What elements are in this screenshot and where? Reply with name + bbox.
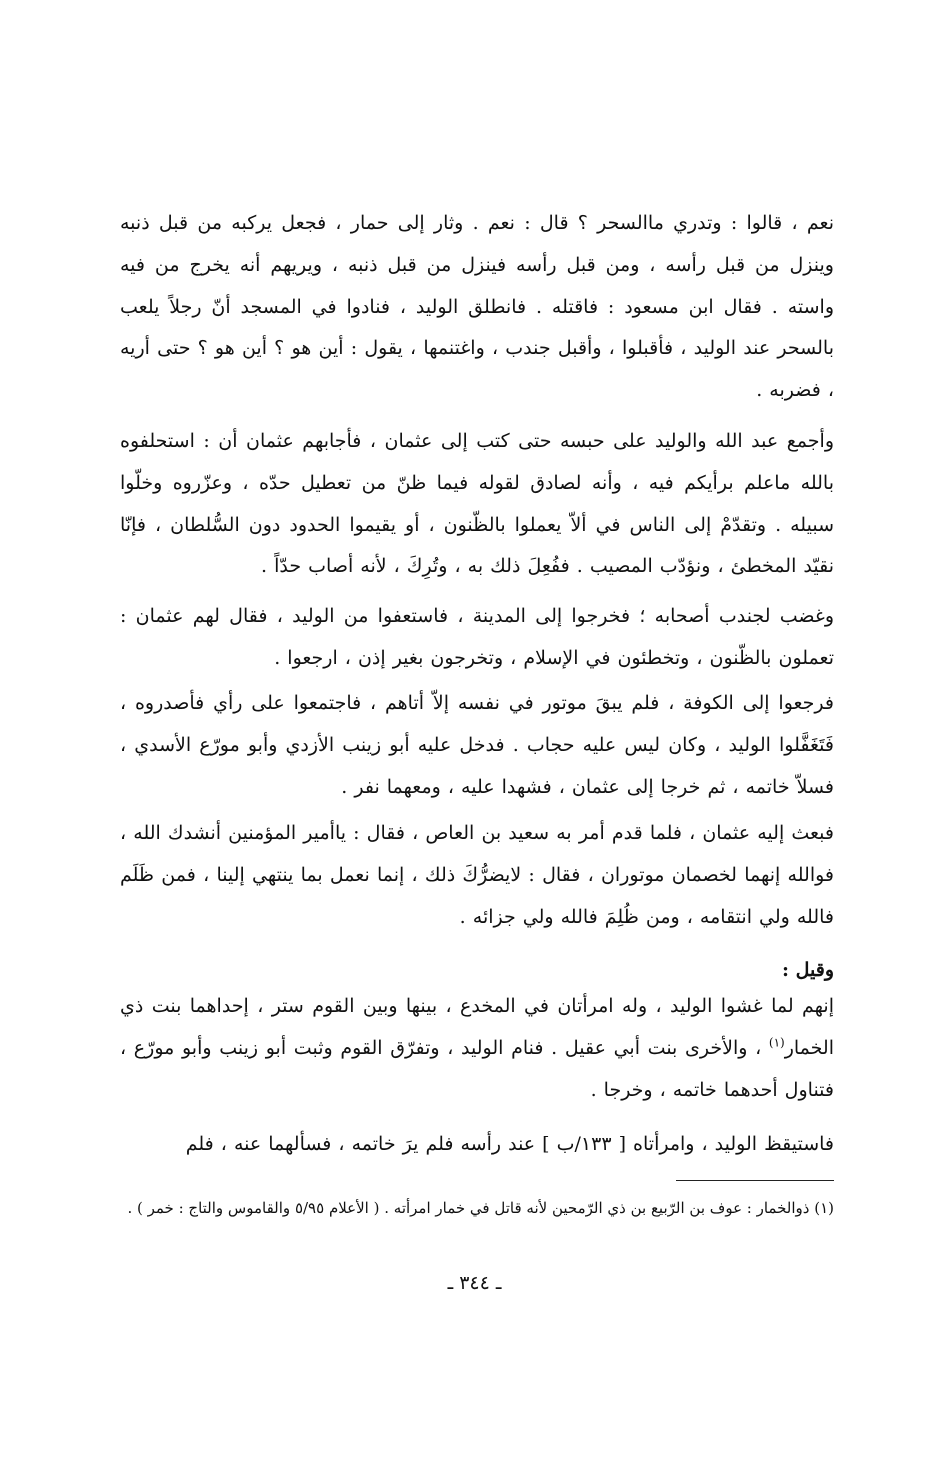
paragraph-5-text: فبعث إليه عثمان ، فلما قدم أمر به سعيد بن العاص ، فقال : ياأمير المؤمنين أنشدك الله ، فوالله إنهما لخصمان موتوران ، فقال : لايضرُّكَ ذلك ، إنما نعمل بما ينتهي إلينا ، فمن ظَلَم فالله ولي انتقامه ، ومن ظُلِمَ فالله ولي جزائه . (120, 822, 834, 928)
paragraph-5 (120, 813, 834, 938)
section-heading (120, 955, 834, 985)
paragraph-3 (120, 596, 834, 680)
paragraph-7 (120, 1124, 834, 1166)
paragraph-7-text: فاستيقظ الوليد ، وامرأتاه [ ١٣٣/ب ] عند رأسه فلم يرَ خاتمه ، فسألهما عنه ، فلم (185, 1133, 834, 1155)
paragraph-1 (120, 203, 834, 412)
paragraph-6-part-1: إنهم لما غشوا الوليد ، وله امرأتان في المخدع ، بينها وبين القوم ستر ، إحداهما بنت ذي الخمار (120, 995, 834, 1059)
paragraph-6-text (120, 986, 834, 1111)
paragraph-6 (120, 986, 834, 1111)
paragraph-4-text: فرجعوا إلى الكوفة ، فلم يبقَ موتور في نفسه إلاّ أتاهم ، فاجتمعوا على رأي فأصدروه ، فَتَغَفَّلوا الوليد ، وكان ليس عليه حجاب . فدخل عليه أبو زينب الأزدي وأبو مورّع الأسدي ، فسلاّ خاتمه ، ثم خرجا إلى عثمان ، فشهدا عليه ، ومعهما نفر . (120, 692, 834, 798)
footnote: (١) ذوالخمار : عوف بن الرّبيع بن ذي الرّمحين لأنه قاتل في خمار امرأته . ( الأعلام ٥/٩٥ والقاموس والتاج : خمر ) . (127, 1199, 834, 1217)
footnote-divider (676, 1180, 834, 1181)
paragraph-4 (120, 683, 834, 808)
page-number: ـ ٣٤٤ ـ (447, 1272, 502, 1294)
paragraph-3-text: وغضب لجندب أصحابه ؛ فخرجوا إلى المدينة ، فاستعفوا من الوليد ، فقال لهم عثمان : تعملون بالظّنون ، وتخطئون في الإسلام ، وتخرجون بغير إذن ، ارجعوا . (120, 605, 834, 669)
paragraph-1-text: نعم ، قالوا : وتدري ماالسحر ؟ قال : نعم . وثار إلى حمار ، فجعل يركبه من قبل ذنبه وينزل من قبل رأسه ، ومن قبل رأسه فينزل من قبل ذنبه ، ويريهم أنه يخرج من فيه واسته . فقال ابن مسعود : فاقتله . فانطلق الوليد ، فنادوا في المسجد أنّ رجلاً يلعب بالسحر عند الوليد ، فأقبلوا ، وأقبل جندب ، واغتنمها ، يقول : أين هو ؟ أين هو ؟ حتى أريه ، فضربه . (120, 212, 834, 402)
paragraph-6-part-2: ، والأخرى بنت أبي عقيل . فنام الوليد ، وتفرّق القوم وثبت أبو زينب وأبو مورّع ، فتناول أحدهما خاتمه ، وخرجا . (120, 1036, 834, 1101)
section-heading-text: وقيل : (781, 959, 834, 981)
paragraph-2 (120, 421, 834, 588)
paragraph-2-text: وأجمع عبد الله والوليد على حبسه حتى كتب إلى عثمان ، فأجابهم عثمان أن : استحلفوه بالله ماعلم برأيكم فيه ، وأنه لصادق لقوله فيما ظنّ من تعطيل حدّه ، وعزّروه وخلّوا سبيله . وتقدّمْ إلى الناس في ألاّ يعملوا بالظّنون ، أو يقيموا الحدود دون السُّلطان ، فإنّا نقيّد المخطئ ، ونؤدّب المصيب . ففُعِلَ ذلك به ، وتُرِكَ ، لأنه أصاب حدّاً . (120, 430, 834, 578)
footnote-reference: (١) (768, 1035, 785, 1050)
